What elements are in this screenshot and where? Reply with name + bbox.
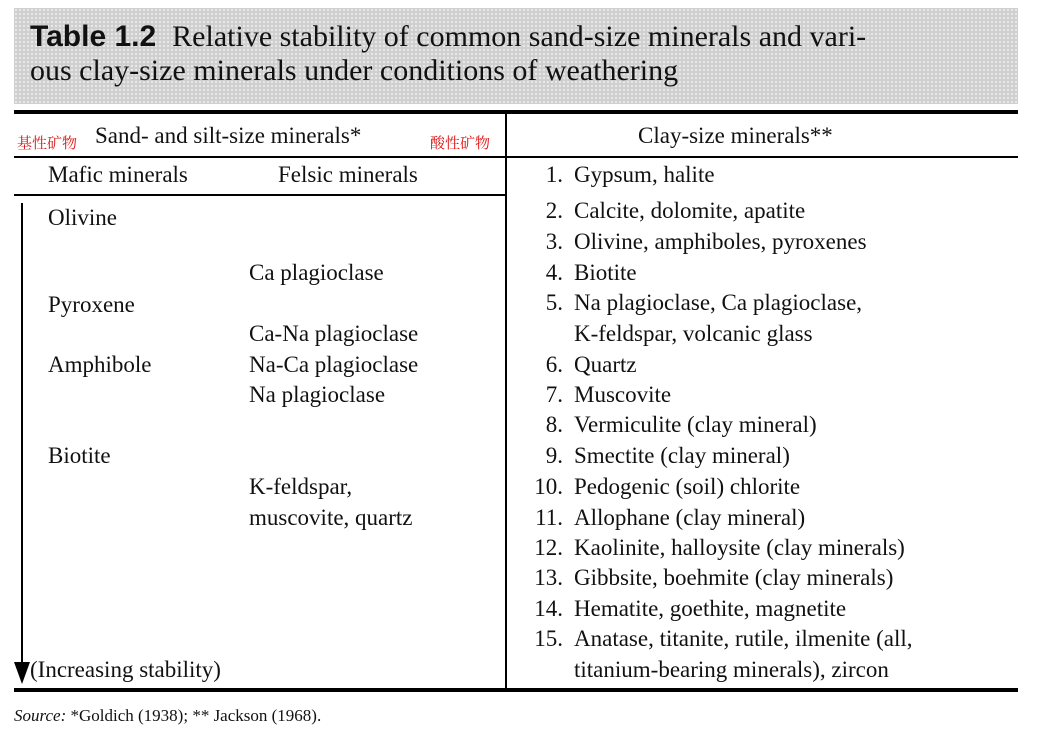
clay-row-text: Allophane (clay mineral) (574, 505, 806, 530)
clay-row-number: 9. (545, 443, 563, 468)
felsic-item: muscovite, quartz (249, 505, 413, 530)
felsic-item: Ca plagioclase (249, 260, 384, 285)
subheader-rule (14, 194, 506, 196)
clay-row-text: Anatase, titanite, rutile, ilmenite (all, (574, 626, 913, 651)
clay-row-number: 2. (545, 198, 563, 223)
clay-row-number: 5. (545, 290, 563, 315)
clay-row-number: 10. (534, 474, 563, 499)
top-rule (14, 110, 1018, 114)
stability-note: (Increasing stability) (30, 657, 221, 682)
header-clay: Clay-size minerals** (638, 123, 833, 148)
clay-row-text: Pedogenic (soil) chlorite (574, 474, 801, 499)
stability-arrow-line (21, 203, 23, 665)
column-divider (505, 112, 507, 690)
caption-line-1: Relative stability of common sand-size minerals and vari- (172, 20, 867, 53)
clay-row-number: 4. (545, 260, 563, 285)
clay-row-text: Smectite (clay mineral) (574, 443, 790, 468)
clay-row-number: 14. (534, 596, 563, 621)
mafic-item: Biotite (48, 443, 111, 468)
clay-row-text: Na plagioclase, Ca plagioclase, (574, 290, 863, 315)
clay-row-text: Gibbsite, boehmite (clay minerals) (574, 565, 894, 590)
annotation-mafic: 基性矿物 (17, 134, 78, 152)
header-rule (14, 156, 1018, 158)
clay-row-text: Olivine, amphiboles, pyroxenes (574, 229, 867, 254)
clay-row-number: 15. (534, 626, 563, 651)
clay-row-text: Vermiculite (clay mineral) (574, 412, 817, 437)
felsic-item: Na plagioclase (249, 382, 386, 407)
clay-row-number: 3. (545, 229, 563, 254)
caption-line-2: ous clay-size minerals under conditions of weathering (30, 54, 679, 87)
arrow-down-icon (14, 662, 30, 684)
clay-row-number: 7. (545, 382, 563, 407)
source-label: Source: (14, 706, 67, 725)
clay-row-text: Gypsum, halite (574, 162, 715, 187)
felsic-item: Ca-Na plagioclase (249, 321, 419, 346)
clay-row-number: 13. (534, 565, 563, 590)
source-text: *Goldich (1938); ** Jackson (1968). (70, 706, 322, 725)
source-note (14, 706, 321, 726)
header-mafic: Mafic minerals (48, 162, 188, 187)
clay-row-text: Hematite, goethite, magnetite (574, 596, 847, 621)
table-caption (30, 20, 1000, 88)
clay-row-number: 11. (535, 505, 563, 530)
header-sand-silt: Sand- and silt-size minerals* (95, 123, 362, 148)
clay-row-number: 6. (545, 352, 563, 377)
mafic-item: Amphibole (48, 352, 152, 377)
felsic-item: Na-Ca plagioclase (249, 352, 419, 377)
table-label: Table 1.2 (30, 20, 157, 53)
clay-row-text: Kaolinite, halloysite (clay minerals) (574, 535, 905, 560)
clay-row-text: Calcite, dolomite, apatite (574, 198, 806, 223)
annotation-felsic: 酸性矿物 (430, 134, 491, 152)
clay-row-text: titanium-bearing minerals), zircon (574, 657, 889, 682)
clay-row-number: 8. (545, 412, 563, 437)
mafic-item: Olivine (48, 205, 117, 230)
bottom-rule (14, 688, 1018, 692)
felsic-item: K-feldspar, (249, 474, 353, 499)
mafic-item: Pyroxene (48, 292, 135, 317)
header-felsic: Felsic minerals (278, 162, 418, 187)
clay-row-text: K-feldspar, volcanic glass (574, 321, 813, 346)
clay-row-text: Muscovite (574, 382, 672, 407)
clay-row-number: 12. (534, 535, 563, 560)
clay-row-text: Quartz (574, 352, 637, 377)
clay-row-text: Biotite (574, 260, 637, 285)
clay-row-number: 1. (545, 162, 563, 187)
